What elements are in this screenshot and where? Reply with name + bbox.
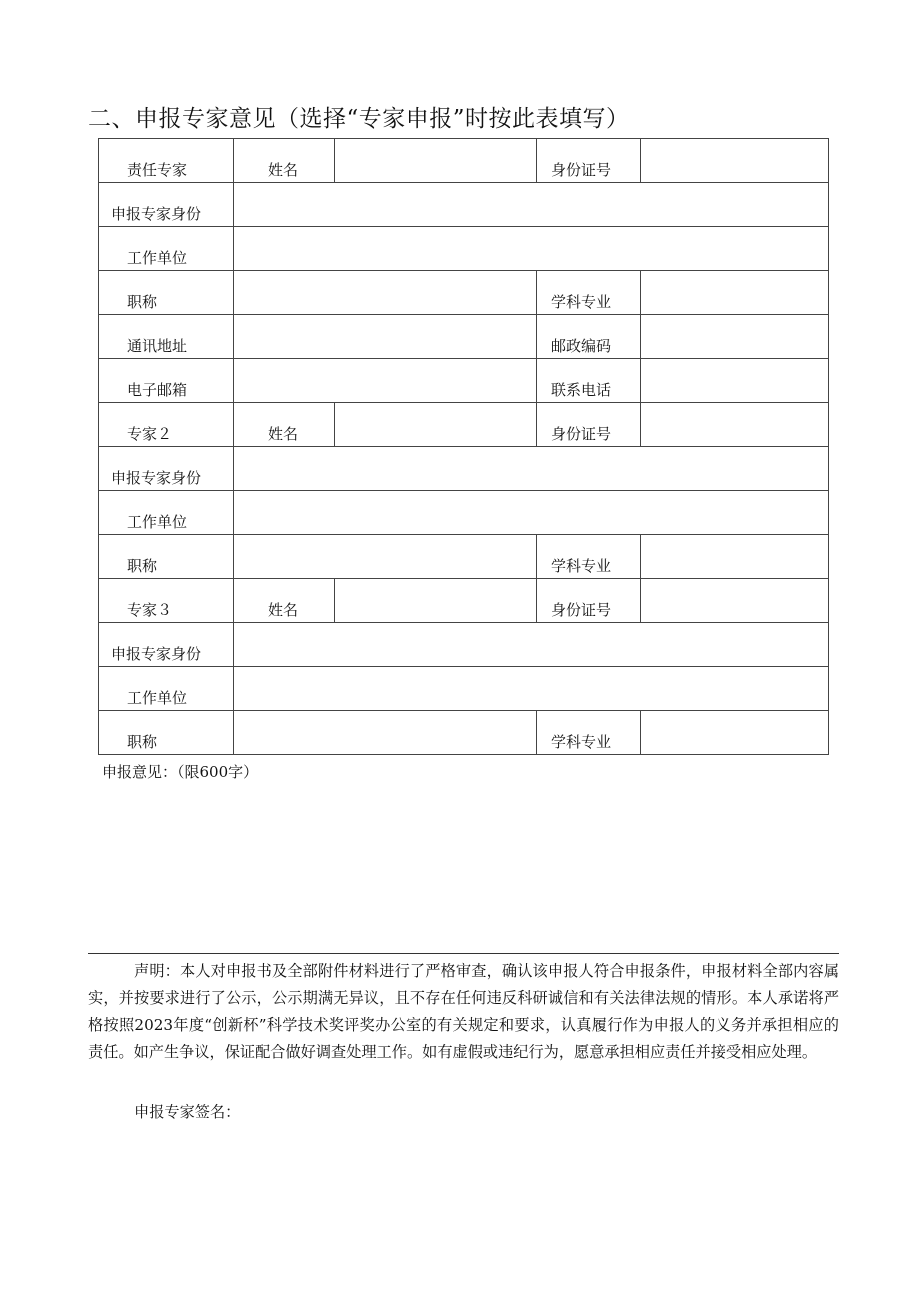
expert1-email-label: 电子邮箱: [99, 359, 234, 403]
expert2-identity-field[interactable]: [234, 447, 829, 491]
expert3-title-label: 职称: [99, 711, 234, 755]
expert1-name-field[interactable]: [335, 139, 537, 183]
expert1-address-label: 通讯地址: [99, 315, 234, 359]
expert2-title-field[interactable]: [234, 535, 537, 579]
opinion-label: 申报意见：（限600字）: [102, 763, 259, 781]
expert1-postcode-field[interactable]: [641, 315, 829, 359]
expert2-work-unit-field[interactable]: [234, 491, 829, 535]
expert1-id-label: 身份证号: [537, 139, 641, 183]
expert2-work-unit-label: 工作单位: [99, 491, 234, 535]
expert2-subject-field[interactable]: [641, 535, 829, 579]
expert1-identity-field[interactable]: [234, 183, 829, 227]
expert3-work-unit-field[interactable]: [234, 667, 829, 711]
table-row: [99, 623, 829, 667]
expert2-name-label: 姓名: [234, 403, 335, 447]
expert2-identity-label: 申报专家身份: [99, 447, 234, 491]
expert3-id-label: 身份证号: [537, 579, 641, 623]
table-row: [99, 667, 829, 711]
expert2-id-label: 身份证号: [537, 403, 641, 447]
declaration-text: 声明：本人对申报书及全部附件材料进行了严格审查，确认该申报人符合申报条件，申报材料全部内容属实，并按要求进行了公示，公示期满无异议，且不存在任何违反科研诚信和有关法律法规的情形。本人承诺将严格按照2023年度“创新杯”科学技术奖评奖办公室的有关规定和要求，认真履行作为申报人的义务并承担相应的责任。如产生争议，保证配合做好调查处理工作。如有虚假或违纪行为，愿意承担相应责任并接受相应处理。: [88, 962, 839, 1061]
table-row: [99, 491, 829, 535]
expert1-work-unit-field[interactable]: [234, 227, 829, 271]
expert3-heading: 专家３: [99, 579, 234, 623]
expert1-subject-label: 学科专业: [537, 271, 641, 315]
table-row: [99, 579, 829, 623]
expert1-name-label: 姓名: [234, 139, 335, 183]
table-row: [99, 711, 829, 755]
expert2-name-field[interactable]: [335, 403, 537, 447]
expert1-heading: 责任专家: [99, 139, 234, 183]
table-row: [99, 139, 829, 183]
expert1-identity-label: 申报专家身份: [99, 183, 234, 227]
table-row: [99, 447, 829, 491]
expert1-phone-label: 联系电话: [537, 359, 641, 403]
table-row: [99, 315, 829, 359]
expert2-heading: 专家２: [99, 403, 234, 447]
expert1-postcode-label: 邮政编码: [537, 315, 641, 359]
expert1-subject-field[interactable]: [641, 271, 829, 315]
expert3-name-field[interactable]: [335, 579, 537, 623]
expert3-title-field[interactable]: [234, 711, 537, 755]
expert3-identity-label: 申报专家身份: [99, 623, 234, 667]
section-title: 二、申报专家意见（选择“专家申报”时按此表填写）: [88, 106, 630, 132]
expert3-work-unit-label: 工作单位: [99, 667, 234, 711]
expert1-address-field[interactable]: [234, 315, 537, 359]
expert3-name-label: 姓名: [234, 579, 335, 623]
expert1-id-field[interactable]: [641, 139, 829, 183]
signature-label: 申报专家签名：: [134, 1103, 241, 1121]
expert3-identity-field[interactable]: [234, 623, 829, 667]
expert1-title-field[interactable]: [234, 271, 537, 315]
table-row: [99, 227, 829, 271]
expert1-phone-field[interactable]: [641, 359, 829, 403]
divider: [88, 953, 839, 954]
expert2-id-field[interactable]: [641, 403, 829, 447]
table-row: [99, 403, 829, 447]
expert3-id-field[interactable]: [641, 579, 829, 623]
table-row: [99, 535, 829, 579]
table-row: [99, 271, 829, 315]
expert3-subject-field[interactable]: [641, 711, 829, 755]
table-row: [99, 183, 829, 227]
expert1-email-field[interactable]: [234, 359, 537, 403]
expert3-subject-label: 学科专业: [537, 711, 641, 755]
expert1-work-unit-label: 工作单位: [99, 227, 234, 271]
table-row: [99, 359, 829, 403]
expert1-title-label: 职称: [99, 271, 234, 315]
expert2-title-label: 职称: [99, 535, 234, 579]
expert2-subject-label: 学科专业: [537, 535, 641, 579]
expert-form-table: [98, 138, 829, 755]
